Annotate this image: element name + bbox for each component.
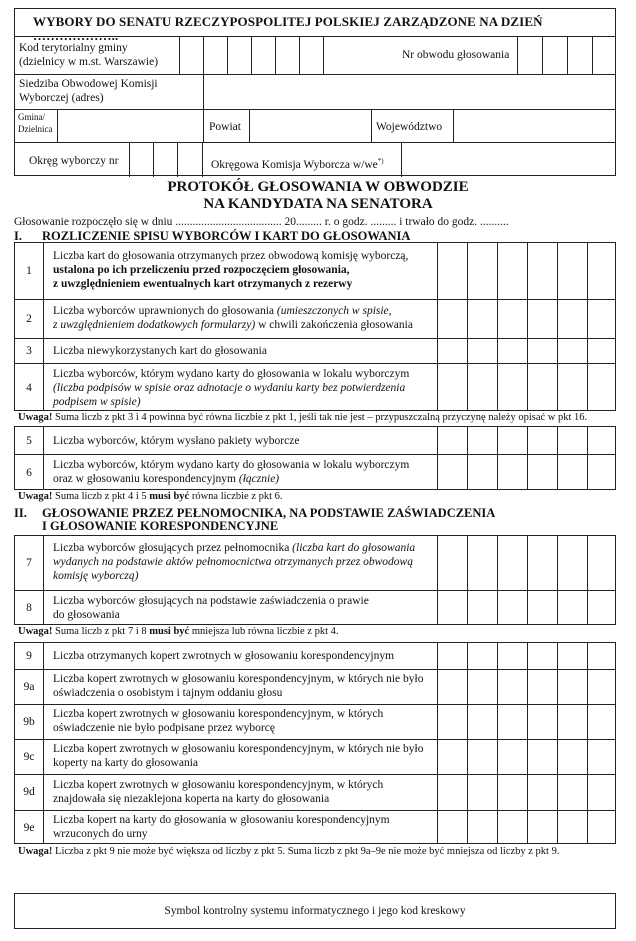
row-number: 9e: [23, 821, 35, 834]
kod-terytorialny-cells[interactable]: [179, 36, 323, 74]
gmina-field[interactable]: [57, 109, 203, 142]
row-number: 7: [26, 557, 32, 569]
row-number: 8: [26, 602, 32, 614]
section2-roman: II.: [14, 506, 27, 520]
row-label: z uwzględnieniem dodatkowych formularzy) w chwili zakończenia głosowania: [53, 319, 413, 331]
note-2: Uwaga! Suma liczb z pkt 4 i 5 musi być równa liczbie z pkt 6.: [18, 491, 283, 502]
row-number: 4: [26, 381, 32, 394]
table-row: [15, 669, 615, 704]
row-number: 9: [26, 650, 32, 662]
row-label: oświadczenie nie było podpisane przez wyborcę: [53, 722, 275, 734]
row-number: 9a: [23, 680, 35, 693]
note-3: Uwaga! Suma liczb z pkt 7 i 8 musi być mniejsza lub równa liczbie z pkt 4.: [18, 626, 339, 637]
okw-field[interactable]: [401, 142, 617, 177]
nr-obwodu-label: Nr obwodu głosowania: [402, 49, 510, 61]
note-4: Uwaga! Liczba z pkt 9 nie może być większa od liczby z pkt 5. Suma liczb z pkt 9a–9e nie może być mniejsza od liczby z pkt 9.: [18, 846, 560, 857]
okw-label: Okręgowa Komisja Wyborcza w/we*): [211, 157, 384, 171]
table-row: [15, 810, 615, 845]
table-row: [15, 774, 615, 810]
gmina-label-2: Dzielnica: [18, 124, 53, 134]
nr-obwodu-cells[interactable]: [517, 36, 617, 74]
section2-title-1: GŁOSOWANIE PRZEZ PEŁNOMOCNIKA, NA PODSTAWIE ZAŚWIADCZENIA: [42, 506, 496, 520]
row-number: 9d: [23, 786, 35, 798]
row-label: wydanych na podstawie aktów pełnomocnictwa otrzymanych przez obwodową: [53, 556, 413, 568]
table-row: [15, 363, 615, 412]
section1-table-b: [14, 426, 616, 490]
section1-title: ROZLICZENIE SPISU WYBORCÓW I KART DO GŁOSOWANIA: [42, 229, 411, 243]
section1-roman: I.: [14, 229, 22, 243]
row-number: 1: [26, 265, 32, 277]
row-label: koperty na karty do głosowania: [53, 757, 198, 769]
header-table: [14, 8, 616, 176]
table-row: [15, 299, 615, 338]
row-label: ustalona po ich przeliczeniu przed rozpoczęciem głosowania,: [53, 264, 350, 276]
table-row: [15, 243, 615, 299]
okreg-label: Okręg wyborczy nr: [29, 155, 119, 167]
kod-label-1: Kod terytorialny gminy: [19, 42, 128, 54]
row-label: Liczba wyborców, którym wydano karty do głosowania w lokalu wyborczym: [53, 459, 410, 471]
row-number: 2: [26, 312, 32, 325]
gmina-label-1: Gmina/: [18, 112, 45, 122]
election-title: WYBORY DO SENATU RZECZYPOSPOLITEJ POLSKIEJ ZARZĄDZONE NA DZIEŃ ………………..: [33, 14, 543, 43]
row-number: 9c: [23, 750, 35, 763]
table-row: [15, 704, 615, 739]
row-label: (liczba podpisów w spisie oraz adnotacje o wydaniu karty bez potwierdzenia: [53, 382, 406, 394]
row-label: Liczba kopert na karty do głosowania w głosowaniu korespondencyjnym: [53, 814, 390, 826]
wojewodztwo-label: Województwo: [376, 121, 443, 133]
table-row: [15, 590, 615, 626]
row-label: Liczba niewykorzystanych kart do głosowania: [53, 344, 267, 357]
kod-label-2: (dzielnicy w m.st. Warszawie): [19, 56, 159, 68]
row-label: wrzuconych do urny: [53, 828, 148, 840]
table-row: [15, 427, 615, 454]
row-label: Liczba kopert zwrotnych w głosowaniu korespondencyjnym, w których nie było: [53, 743, 424, 755]
powiat-label: Powiat: [209, 121, 241, 133]
table-row: [15, 454, 615, 491]
section2-title-2: I GŁOSOWANIE KORESPONDENCYJNE: [42, 519, 279, 533]
row-label: oraz w głosowaniu korespondencyjnym (łącznie): [53, 473, 280, 485]
row-label: Liczba wyborców głosujących przez pełnomocnika (liczba kart do głosowania: [53, 542, 416, 554]
row-label: Liczba kopert zwrotnych w głosowaniu korespondencyjnym, w których nie było: [53, 673, 424, 685]
protocol-title-1: PROTOKÓŁ GŁOSOWANIA W OBWODZIE: [167, 179, 469, 195]
row-label: podpisem w spisie): [53, 396, 141, 408]
row-label: Liczba wyborców głosujących na podstawie zaświadczenia o prawie: [53, 595, 369, 607]
row-label: Liczba wyborców, którym wysłano pakiety wyborcze: [53, 434, 300, 447]
protocol-title-2: NA KANDYDATA NA SENATORA: [203, 196, 433, 212]
note-1: Uwaga! Suma liczb z pkt 3 i 4 powinna być równa liczbie z pkt 1, jeśli tak nie jest – przypuszczalną przyczynę należy opisać w pkt 16.: [18, 412, 588, 423]
row-label: znajdowała się niezaklejona koperta na karty do głosowania: [53, 793, 330, 805]
powiat-field[interactable]: [249, 109, 371, 142]
row-label: Liczba kart do głosowania otrzymanych przez obwodową komisję wyborczą,: [53, 250, 409, 262]
siedziba-field[interactable]: [203, 74, 617, 109]
row-label: komisję wyborczą): [53, 570, 139, 582]
row-number: 6: [26, 466, 32, 479]
row-label: z uwzględnieniem ewentualnych kart otrzymanych z rezerwy: [53, 278, 353, 290]
table-row: [15, 643, 615, 669]
wojewodztwo-field[interactable]: [453, 109, 617, 142]
section2-table-a: [14, 535, 616, 625]
barcode-box: [14, 893, 616, 929]
row-number: 9b: [23, 715, 35, 728]
table-row: [15, 536, 615, 590]
section1-table-a: [14, 242, 616, 411]
row-label: Liczba otrzymanych kopert zwrotnych w głosowaniu korespondencyjnym: [53, 650, 395, 662]
symbol-label: Symbol kontrolny systemu informatycznego i jego kod kreskowy: [164, 905, 466, 917]
row-label: Liczba kopert zwrotnych w głosowaniu korespondencyjnym, w których: [53, 779, 384, 791]
siedziba-label-1: Siedziba Obwodowej Komisji: [19, 78, 158, 90]
row-label: oświadczenia o osobistym i tajnym oddaniu głosu: [53, 687, 283, 699]
okreg-cells[interactable]: [129, 142, 205, 177]
siedziba-label-2: Wyborczej (adres): [19, 92, 104, 104]
start-line: Głosowanie rozpoczęło się w dniu ..................................... 20......... r. o godz. ......... i trwało do godz. ..........: [14, 216, 509, 228]
row-label: Liczba kopert zwrotnych w głosowaniu korespondencyjnym, w których: [53, 708, 384, 720]
row-number: 5: [26, 434, 32, 447]
digit-cell[interactable]: [467, 243, 468, 410]
row-label: do głosowania: [53, 609, 120, 621]
table-row: [15, 338, 615, 363]
row-label: Liczba wyborców, którym wydano karty do głosowania w lokalu wyborczym: [53, 368, 410, 380]
row-number: 3: [26, 344, 32, 357]
row-label: Liczba wyborców uprawnionych do głosowania (umieszczonych w spisie,: [53, 305, 392, 317]
table-row: [15, 739, 615, 774]
section2-table-b: [14, 642, 616, 844]
